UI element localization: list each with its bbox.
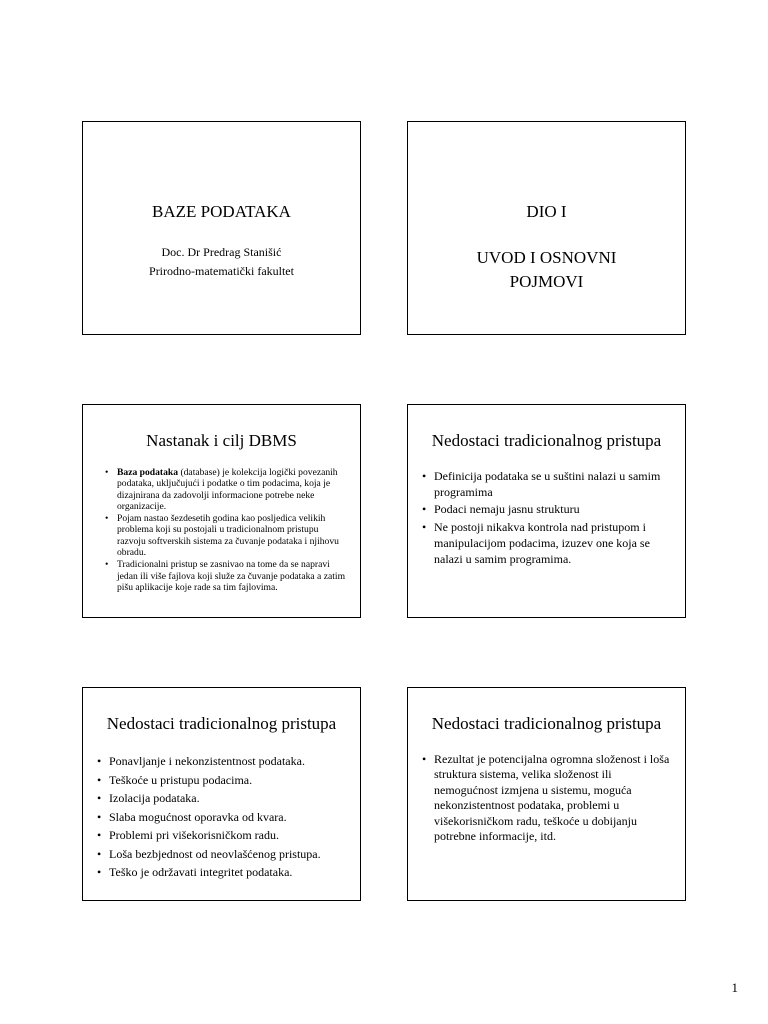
slide-institution: Prirodno-matematički fakultet [149, 264, 294, 278]
bullet-item: • Slaba mogućnost oporavka od kvara. [95, 808, 350, 827]
slide-drawbacks-3 [407, 687, 686, 901]
slide-dbms-origin [82, 404, 361, 618]
bullet-item: • Izolacija podataka. [95, 789, 350, 808]
slide-author: Doc. Dr Predrag Stanišić [161, 245, 282, 259]
bullet-list [95, 752, 350, 882]
bullet-item: • Ponavljanje i nekonzistentnost podataka. [95, 752, 350, 771]
bullet-item: • Ne postoji nikakva kontrola nad pristupom i manipulacijom podacima, izuzev one koja se nalazi u samim programima. [420, 519, 671, 568]
bullet-text: (database) je kolekcija logički povezanih podataka, uključujući i podatke o tim podacima, koja je dizajnirana da zadovolji informacione potrebe neke organizacije. [117, 467, 338, 512]
bullet-item [103, 467, 346, 512]
slide-drawbacks-2 [82, 687, 361, 901]
slide-title-heading: BAZE PODATAKA [152, 202, 291, 221]
slide-section [407, 121, 686, 335]
bullet-item: • Tradicionalni pristup se zasnivao na tome da se napravi jedan ili više fajlova koji služe za čuvanje podataka a zatim pišu aplikacije koje rade sa tim fajlovima. [103, 559, 346, 593]
subtitle-line: UVOD I OSNOVNI [476, 248, 617, 267]
slide-heading: Nedostaci tradicionalnog pristupa [106, 714, 337, 733]
bullet-item: • Podaci nemaju jasnu strukturu [420, 501, 671, 517]
bullet-list [420, 468, 671, 568]
bullet-item: • Pojam nastao šezdesetih godina kao posljedica velikih problema koji su postojali u tradicionalnom pristupu razvoju softverskih sistema za čuvanje podataka i njihovu obradu. [103, 513, 346, 558]
slide-section-heading: DIO I [526, 202, 567, 221]
slide-heading: Nedostaci tradicionalnog pristupa [431, 431, 662, 450]
bullet-item: • Definicija podataka se u suštini nalazi u samim programima [420, 468, 671, 500]
page-number: 1 [731, 980, 738, 995]
subtitle-line: POJMOVI [509, 272, 584, 291]
bullet-item: • Problemi pri višekorisničkom radu. [95, 826, 350, 845]
bold-term: Baza podataka [117, 467, 179, 478]
bullet-item: • Loša bezbjednost od neovlašćenog pristupa. [95, 845, 350, 864]
bullet-item: • Teško je održavati integritet podataka. [95, 863, 350, 882]
slide-heading: Nedostaci tradicionalnog pristupa [431, 714, 662, 733]
slide-heading: Nastanak i cilj DBMS [146, 431, 297, 450]
bullet-list [420, 752, 675, 844]
bullet-list [103, 467, 346, 594]
slide-drawbacks-1 [407, 404, 686, 618]
slide-section-subtitle [408, 246, 685, 294]
slide-title [82, 121, 361, 335]
bullet-item: • Teškoće u pristupu podacima. [95, 771, 350, 790]
bullet-item: • Rezultat je potencijalna ogromna složenost i loša struktura sistema, velika složenost ili nemogućnost izmjena u sistemu, moguća nekonzistentnost podataka, problemi u višekorisničkom radu, teškoće u dobijanju potrebne informacije, itd. [420, 752, 675, 844]
